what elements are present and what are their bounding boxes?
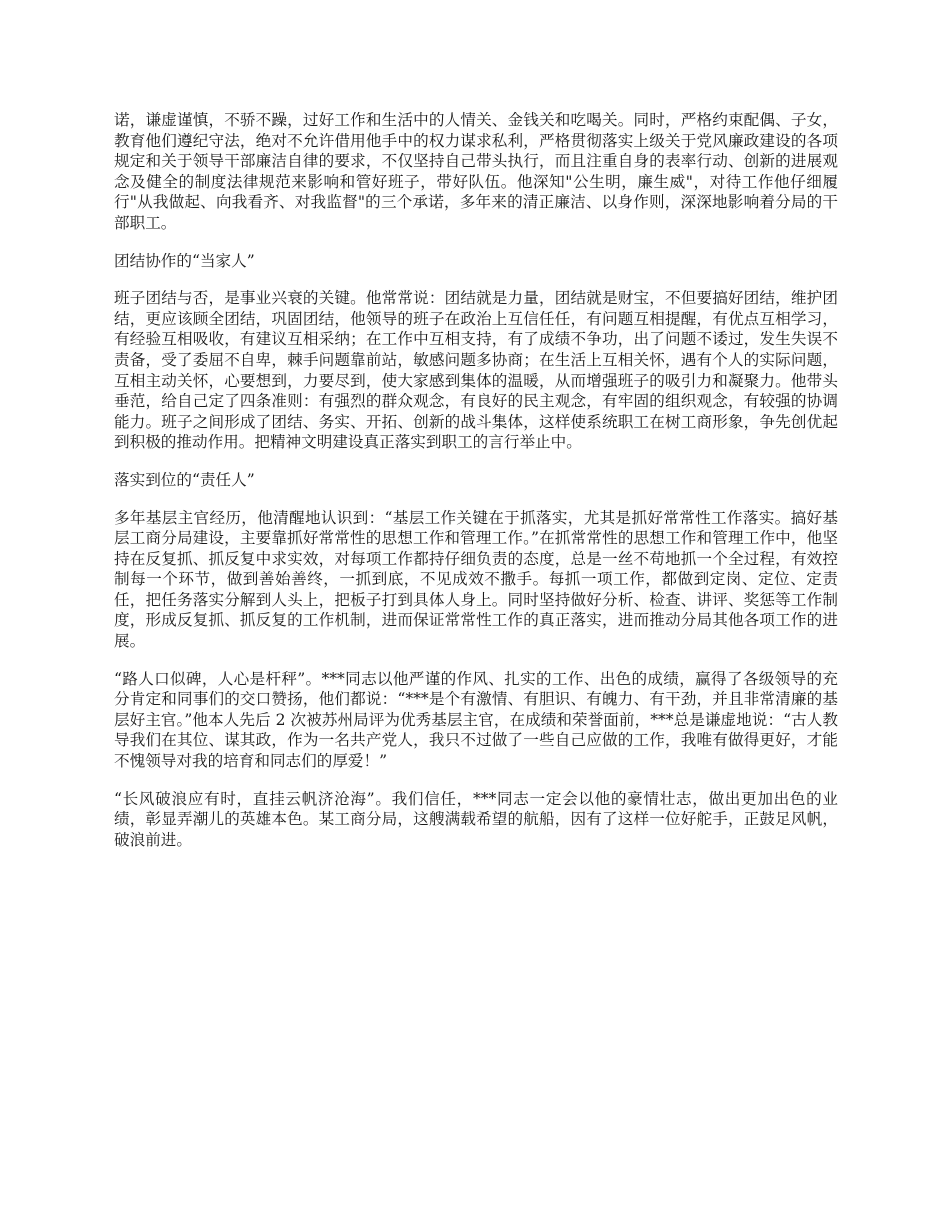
paragraph-integrity: 诺，谦虚谨慎，不骄不躁，过好工作和生活中的人情关、金钱关和吃喝关。同时，严格约束配偶、子女，教育他们遵纪守法，绝对不允许借用他手中的权力谋求私利，严格贯彻落实上级关于党风廉政建设的各项规定和关于领导干部廉洁自律的要求，不仅坚持自己带头执行，而且注重自身的表率行动、创新的进展观念及健全的制度法律规范来影响和管好班子，带好队伍。他深知"公生明，廉生威"，对待工作他仔细履行"从我做起、向我看齐、对我监督"的三个承诺，多年来的清正廉洁、以身作则，深深地影响着分局的干部职工。: [114, 111, 838, 232]
paragraph-reputation: “路人口似碑，人心是杆秤”。***同志以他严谨的作风、扎实的工作、出色的成绩，赢得了各级领导的充分肯定和同事们的交口赞扬，他们都说：“***是个有激情、有胆识、有魄力、有干劲，并且非常清廉的基层好主官。”他本人先后 2 次被苏州局评为优秀基层主官，在成绩和荣誉面前，***总是谦虚地说：“古人教导我们在其位、谋其政，作为一名共产党人，我只不过做了一些自己应做的工作，我唯有做得更好，才能不愧领导对我的培育和同志们的厚爱！”: [114, 669, 838, 771]
document-page: [114, 110, 838, 867]
paragraph-unity: 班子团结与否，是事业兴衰的关键。他常常说：团结就是力量，团结就是财宝，不但要搞好团结，维护团结，更应该顾全团结，巩固团结，他领导的班子在政治上互信任任，有问题互相提醒，有优点互相学习，有经验互相吸收，有建议互相采纳；在工作中互相支持，有了成绩不争功，出了问题不诿过，发生失误不责备，受了委屈不自卑，棘手问题靠前站，敏感问题多协商；在生活上互相关怀，遇有个人的实际问题，互相主动关怀，心要想到，力要尽到，使大家感到集体的温暖，从而增强班子的吸引力和凝聚力。他带头垂范，给自己定了四条准则：有强烈的群众观念，有良好的民主观念，有牢固的组织观念，有较强的协调能力。班子之间形成了团结、务实、开拓、创新的战斗集体，这样使系统职工在树工商形象，争先创优起到积极的推动作用。把精神文明建设真正落实到职工的言行举止中。: [114, 289, 838, 452]
section-heading-responsibility: 落实到位的“责任人”: [114, 470, 255, 489]
section-heading-unity: 团结协作的“当家人”: [114, 251, 255, 270]
paragraph-responsibility: 多年基层主官经历，他清醒地认识到：“基层工作关键在于抓落实，尤其是抓好常常性工作落实。搞好基层工商分局建设，主要靠抓好常常性的思想工作和管理工作。”在抓常常性的思想工作和管理工作中，他坚持在反复抓、抓反复中求实效，对每项工作都持仔细负责的态度，总是一丝不苟地抓一个全过程，有效控制每一个环节，做到善始善终，一抓到底，不见成效不撒手。每抓一项工作，都做到定岗、定位、定责任，把任务落实分解到人头上，把板子打到具体人身上。同时坚持做好分析、检查、讲评、奖惩等工作制度，形成反复抓、抓反复的工作机制，进而保证常常性工作的真正落实，进而推动分局其他各项工作的进展。: [114, 508, 838, 651]
paragraph-closing: “长风破浪应有时，直挂云帆济沧海”。我们信任，***同志一定会以他的豪情壮志，做出更加出色的业绩，彰显弄潮儿的英雄本色。某工商分局，这艘满载希望的航船，因有了这样一位好舵手，正鼓足风帆，破浪前进。: [114, 789, 838, 849]
